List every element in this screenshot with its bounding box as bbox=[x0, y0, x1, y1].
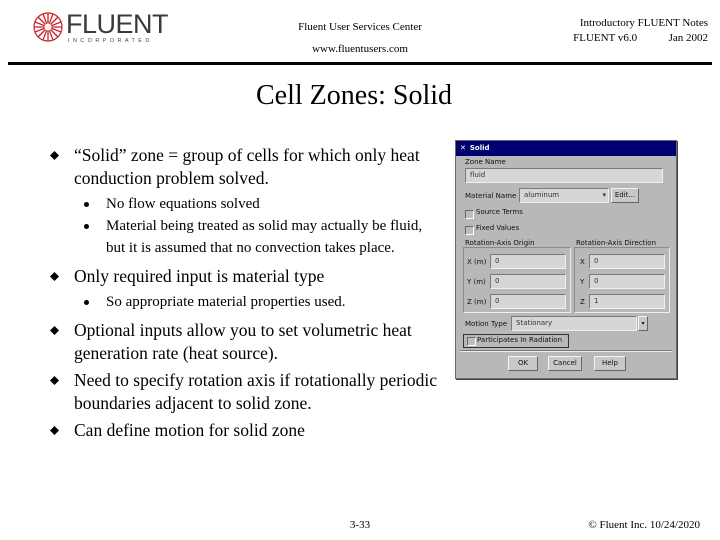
page-number: 3-33 bbox=[349, 519, 371, 531]
diamond-bullet-icon bbox=[50, 151, 59, 160]
header-org: Fluent User Services Center bbox=[298, 21, 422, 33]
header-version-line bbox=[548, 31, 708, 46]
direction-x-input[interactable]: 0 bbox=[589, 254, 665, 269]
radiation-checkbox[interactable] bbox=[467, 337, 476, 346]
origin-y-label: Y (m) bbox=[467, 278, 486, 286]
header-date: Jan 2002 bbox=[668, 32, 708, 44]
header-rule bbox=[8, 62, 712, 65]
dot-bullet-icon bbox=[84, 300, 89, 305]
slide-title: Cell Zones: Solid bbox=[256, 80, 452, 111]
ok-button[interactable]: OK bbox=[508, 356, 538, 371]
header-url[interactable]: www.fluentusers.com bbox=[312, 43, 408, 55]
diamond-bullet-icon bbox=[50, 326, 59, 335]
diamond-bullet-icon bbox=[50, 376, 59, 385]
axis-direction-header: Rotation-Axis Direction bbox=[576, 239, 657, 247]
dot-bullet-icon bbox=[84, 224, 89, 229]
edit-material-button[interactable]: Edit... bbox=[611, 188, 639, 203]
origin-z-input[interactable]: 0 bbox=[490, 294, 566, 309]
material-name-label: Material Name bbox=[465, 192, 517, 200]
bullet-list bbox=[46, 138, 438, 442]
direction-z-label: Z bbox=[580, 298, 585, 306]
dialog-title: Solid bbox=[469, 144, 490, 152]
diamond-bullet-icon bbox=[50, 426, 59, 435]
window-menu-icon[interactable]: ✕ bbox=[460, 144, 466, 152]
help-button[interactable]: Help bbox=[594, 356, 626, 371]
sub-bullet-item: No flow equations solved bbox=[46, 193, 438, 215]
dropdown-arrow-icon[interactable]: ▾ bbox=[638, 316, 648, 331]
zone-name-label: Zone Name bbox=[465, 158, 506, 166]
direction-x-label: X bbox=[580, 258, 585, 266]
direction-z-input[interactable]: 1 bbox=[589, 294, 665, 309]
bullet-item: Need to specify rotation axis if rotationally periodic boundaries adjacent to solid zone. bbox=[46, 369, 438, 415]
origin-x-input[interactable]: 0 bbox=[490, 254, 566, 269]
material-name-value: aluminum bbox=[524, 191, 560, 199]
dropdown-arrow-icon: ▾ bbox=[602, 191, 606, 199]
source-terms-checkbox[interactable] bbox=[465, 210, 474, 219]
fixed-values-label: Fixed Values bbox=[476, 224, 520, 232]
bullet-item: Optional inputs allow you to set volumetric heat generation rate (heat source). bbox=[46, 319, 438, 365]
source-terms-label: Source Terms bbox=[476, 208, 523, 216]
footer-copyright: © Fluent Inc. 10/24/2020 bbox=[588, 519, 700, 531]
sub-bullet-item: Material being treated as solid may actually be fluid, but it is assumed that no convection takes place. bbox=[46, 215, 438, 259]
material-name-select[interactable] bbox=[519, 188, 609, 203]
logo-starburst-icon bbox=[34, 13, 62, 41]
logo-wordmark: FLUENT bbox=[66, 9, 169, 39]
fixed-values-checkbox[interactable] bbox=[465, 226, 474, 235]
origin-y-input[interactable]: 0 bbox=[490, 274, 566, 289]
dialog-titlebar[interactable] bbox=[456, 141, 676, 156]
origin-x-label: X (m) bbox=[467, 258, 487, 266]
axis-origin-header: Rotation-Axis Origin bbox=[465, 239, 535, 247]
dialog-separator bbox=[460, 350, 672, 352]
bullet-item: “Solid” zone = group of cells for which only heat conduction problem solved. bbox=[46, 144, 438, 190]
bullet-item: Only required input is material type bbox=[46, 265, 438, 288]
direction-y-label: Y bbox=[580, 278, 585, 286]
header-notes-title: Introductory FLUENT Notes bbox=[579, 17, 708, 29]
solid-dialog bbox=[455, 140, 677, 379]
zone-name-input[interactable]: fluid bbox=[465, 168, 663, 183]
dot-bullet-icon bbox=[84, 202, 89, 207]
direction-y-input[interactable]: 0 bbox=[589, 274, 665, 289]
sub-bullet-item: So appropriate material properties used. bbox=[46, 291, 438, 313]
diamond-bullet-icon bbox=[50, 272, 59, 281]
logo-subtitle: INCORPORATED bbox=[68, 38, 153, 44]
motion-type-label: Motion Type bbox=[465, 320, 508, 328]
header-center bbox=[250, 16, 470, 60]
radiation-label: Participates In Radiation bbox=[477, 336, 563, 344]
header-version: FLUENT v6.0 bbox=[573, 32, 638, 44]
motion-type-select[interactable] bbox=[511, 316, 637, 331]
origin-z-label: Z (m) bbox=[467, 298, 487, 306]
cancel-button[interactable]: Cancel bbox=[548, 356, 582, 371]
bullet-item: Can define motion for solid zone bbox=[46, 419, 438, 442]
motion-type-value: Stationary bbox=[516, 319, 553, 327]
header-right bbox=[548, 16, 708, 46]
